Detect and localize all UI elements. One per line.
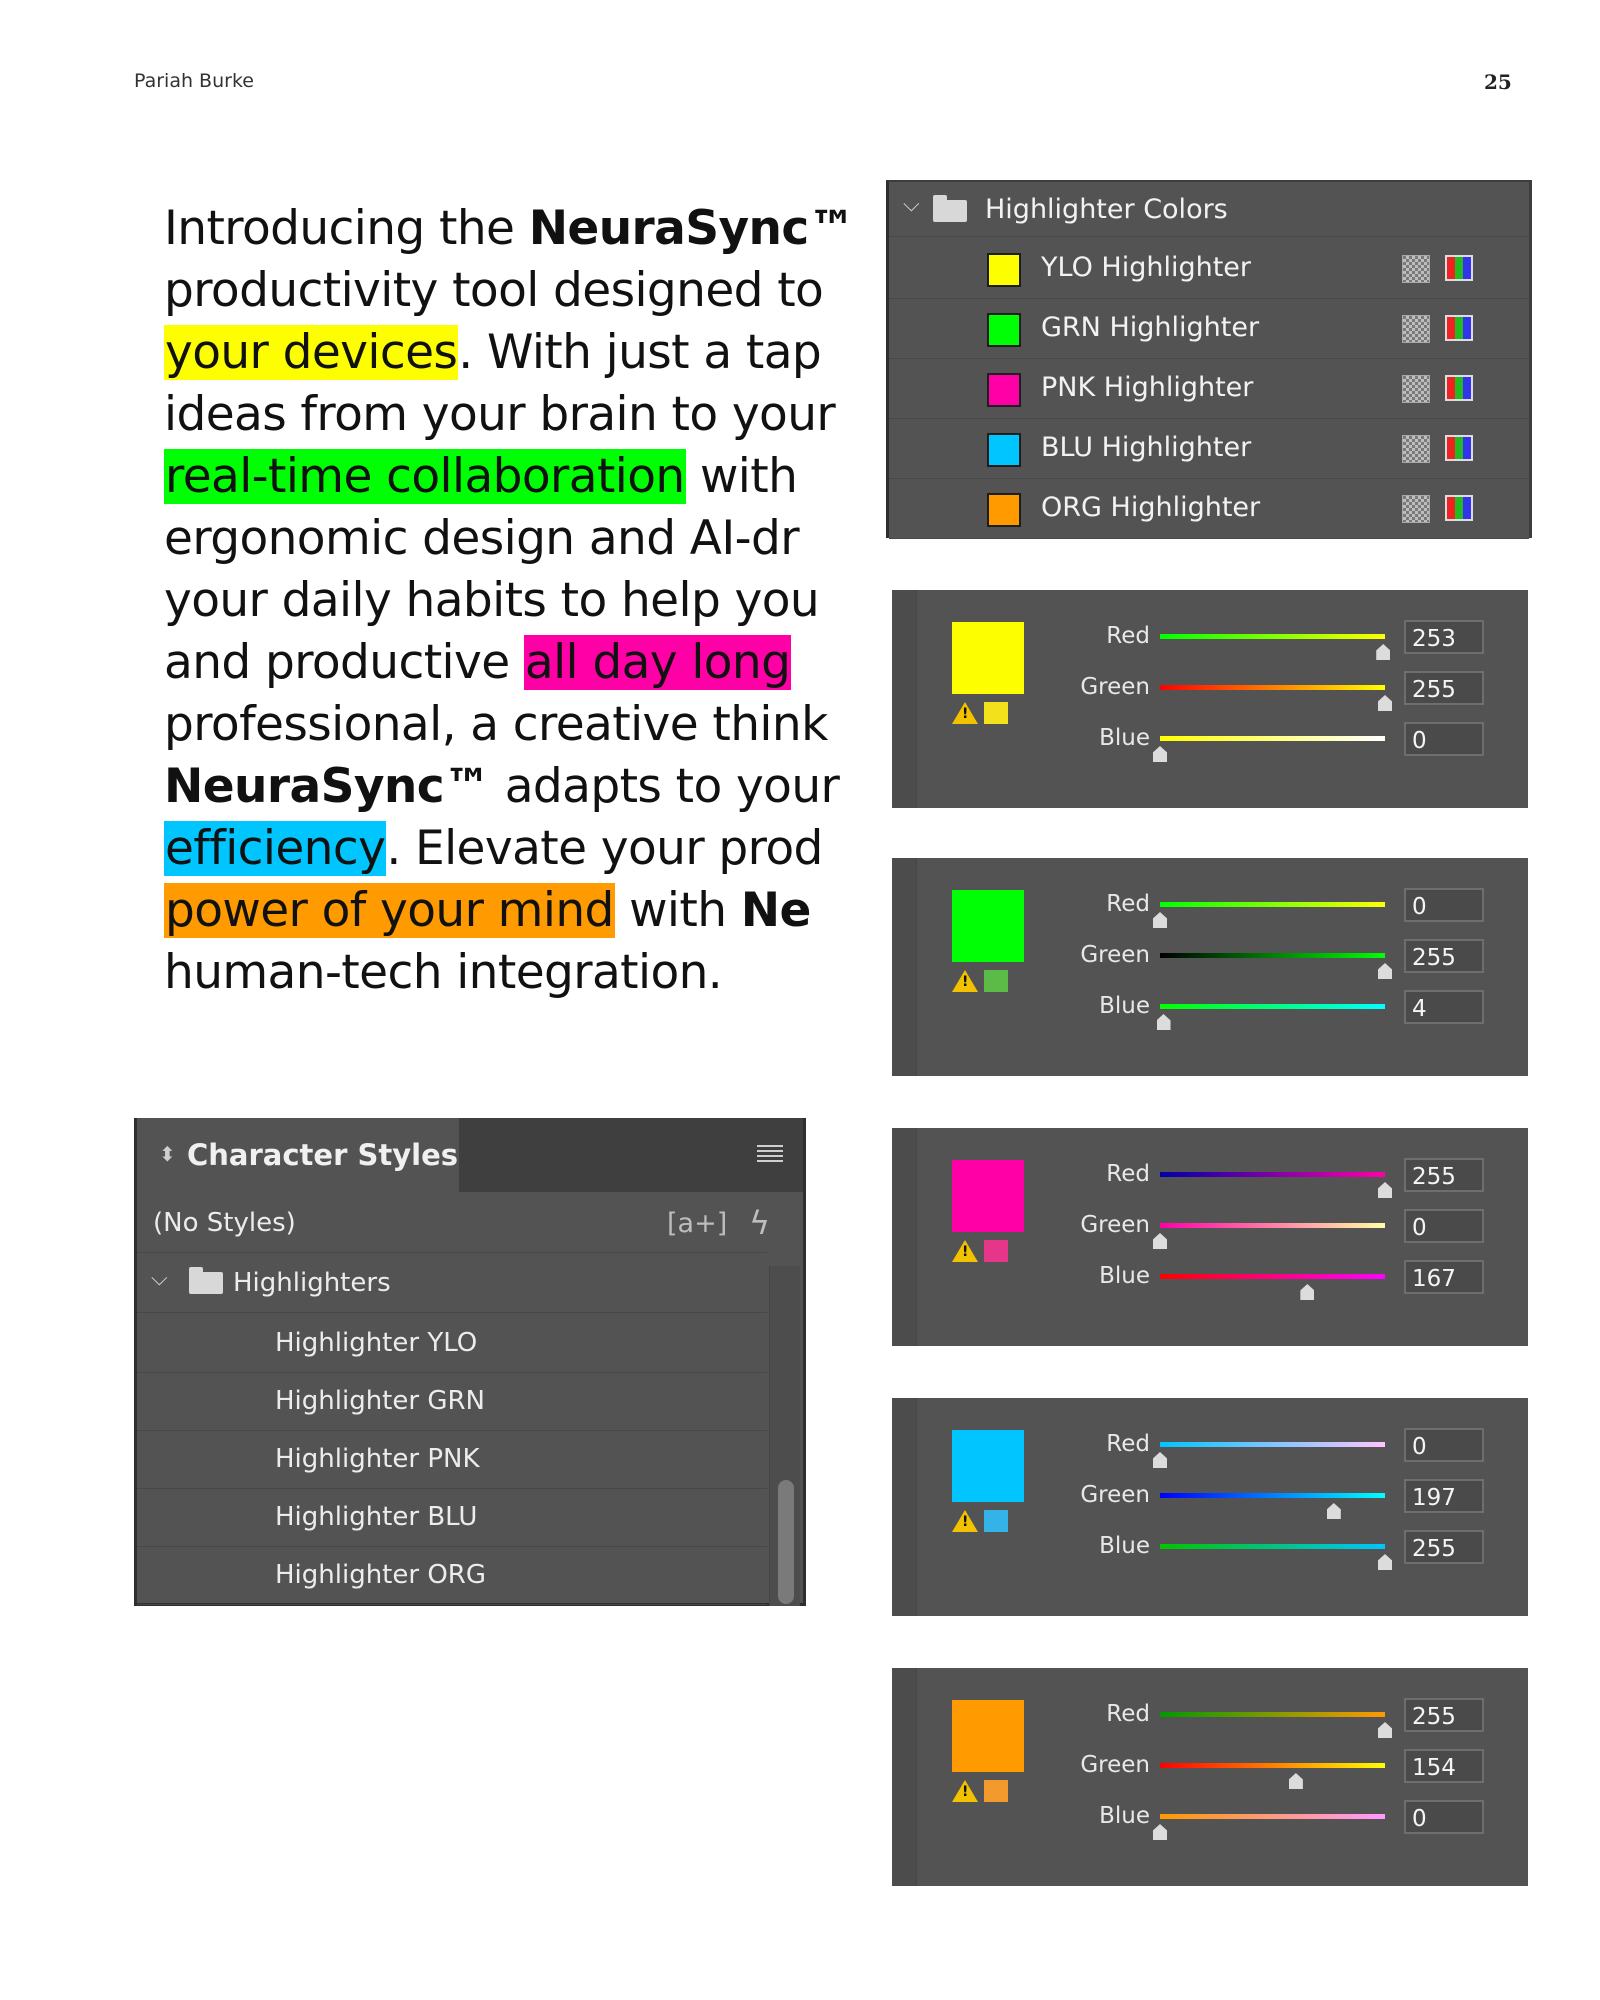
rgb-mode-icon [1445,315,1473,341]
current-color-swatch [952,1160,1024,1232]
process-color-icon [1402,315,1430,343]
highlighted-text: efficiency [165,821,386,876]
panel-tab-bar [137,1118,803,1192]
collapse-arrows-icon[interactable]: ⬍ [159,1142,176,1166]
slider-thumb-red[interactable] [1153,912,1167,928]
new-style-icon[interactable]: [a+] [667,1208,728,1239]
slider-thumb-green[interactable] [1327,1503,1341,1519]
slider-thumb-blue[interactable] [1153,746,1167,762]
text-run: . Elevate your prod [386,821,823,876]
text-line [164,446,808,508]
text-line [164,880,811,942]
channel-label-red: Red [1106,1161,1150,1187]
out-of-gamut-warning-icon[interactable]: ! [952,702,978,724]
style-group-row[interactable] [137,1254,767,1313]
channel-label-red: Red [1106,1431,1150,1457]
color-mixer-panel [892,1668,1528,1886]
channel-slider-green[interactable] [1160,685,1385,690]
out-of-gamut-warning-icon[interactable]: ! [952,970,978,992]
text-line [164,818,823,880]
swatch-row[interactable] [889,418,1529,479]
channel-label-blue: Blue [1099,725,1150,751]
panel-menu-icon[interactable] [757,1145,783,1163]
bold-text: NeuraSync™ [528,201,856,256]
channel-value-red[interactable]: 255 [1404,1158,1484,1192]
slider-thumb-red[interactable] [1153,1452,1167,1468]
slider-thumb-green[interactable] [1378,963,1392,979]
slider-thumb-blue[interactable] [1378,1554,1392,1570]
gamut-correction-swatch[interactable] [984,1780,1008,1802]
folder-icon [933,200,967,222]
swatch-label: ORG Highlighter [1041,492,1261,523]
text-run: your daily habits to help you [164,573,820,628]
channel-label-red: Red [1106,891,1150,917]
text-line [164,384,836,446]
channel-label-green: Green [1080,1752,1150,1778]
body-text-excerpt [164,198,856,1018]
channel-label-green: Green [1080,1212,1150,1238]
swatch-label: BLU Highlighter [1041,432,1252,463]
bold-text: NeuraSync™ [164,759,491,814]
channel-value-green[interactable]: 255 [1404,671,1484,705]
text-run: with [685,449,798,504]
swatch-chip [987,253,1021,287]
gamut-correction-swatch[interactable] [984,702,1008,724]
style-list-item[interactable] [137,1546,767,1605]
slider-thumb-blue[interactable] [1300,1284,1314,1300]
swatch-chip [987,493,1021,527]
channel-value-blue[interactable]: 255 [1404,1530,1484,1564]
rgb-mode-icon [1445,495,1473,521]
color-mixer-panel [892,858,1528,1076]
running-header-author: Pariah Burke [134,70,254,92]
process-color-icon [1402,495,1430,523]
swatch-label: GRN Highlighter [1041,312,1260,343]
channel-label-red: Red [1106,1701,1150,1727]
swatch-chip [987,313,1021,347]
slider-thumb-red[interactable] [1376,644,1390,660]
process-color-icon [1402,255,1430,283]
channel-slider-green[interactable] [1160,953,1385,958]
channel-value-blue[interactable]: 0 [1404,1800,1484,1834]
style-list-item[interactable] [137,1314,767,1373]
text-run: ergonomic design and AI-dr [164,511,799,566]
character-styles-panel [134,1118,806,1606]
current-color-swatch [952,890,1024,962]
highlighted-text: all day long [524,635,791,690]
current-color-swatch [952,1430,1024,1502]
slider-thumb-blue[interactable] [1157,1014,1171,1030]
style-label: Highlighter ORG [275,1560,487,1590]
text-run: human-tech integration. [164,945,723,1000]
swatch-row[interactable] [889,298,1529,359]
channel-value-blue[interactable]: 167 [1404,1260,1484,1294]
text-run: . With just a tap [458,325,822,380]
panel-edge [892,590,917,808]
panel-edge [892,1668,917,1886]
color-mixer-panel [892,1128,1528,1346]
channel-slider-red[interactable] [1160,1712,1385,1717]
channel-label-blue: Blue [1099,993,1150,1019]
channel-slider-green[interactable] [1160,1763,1385,1768]
no-styles-row[interactable] [137,1194,771,1253]
folder-icon [189,1272,223,1294]
swatch-row[interactable] [889,358,1529,419]
channel-value-red[interactable]: 0 [1404,1428,1484,1462]
chevron-down-icon[interactable]: ⌵ [903,192,920,217]
text-run: productivity tool designed to [164,263,824,318]
text-line [164,756,840,818]
quick-apply-icon[interactable]: ϟ [749,1204,771,1242]
swatch-chip [987,373,1021,407]
process-color-icon [1402,435,1430,463]
channel-value-green[interactable]: 197 [1404,1479,1484,1513]
style-label: Highlighter GRN [275,1386,485,1416]
slider-thumb-green[interactable] [1378,695,1392,711]
channel-label-green: Green [1080,674,1150,700]
channel-value-red[interactable]: 255 [1404,1698,1484,1732]
scrollbar[interactable] [769,1266,800,1606]
channel-label-blue: Blue [1099,1263,1150,1289]
chevron-down-icon[interactable]: ⌵ [151,1266,168,1291]
gamut-correction-swatch[interactable] [984,1240,1008,1262]
swatch-chip [987,433,1021,467]
style-list-item[interactable] [137,1488,767,1547]
channel-label-green: Green [1080,942,1150,968]
tab-character-styles[interactable] [137,1118,459,1192]
channel-slider-red[interactable] [1160,902,1385,907]
channel-label-red: Red [1106,623,1150,649]
channel-value-green[interactable]: 0 [1404,1209,1484,1243]
text-run: Introducing the [164,201,529,256]
page-number: 25 [1484,70,1512,94]
panel-title: Character Styles [187,1138,459,1172]
channel-slider-green[interactable] [1160,1493,1385,1498]
bold-text: Ne [740,883,811,938]
text-run: and productive [164,635,524,690]
rgb-mode-icon [1445,375,1473,401]
panel-edge [892,1398,917,1616]
channel-slider-blue[interactable] [1160,1004,1385,1009]
style-list-item[interactable] [137,1372,767,1431]
swatch-row[interactable] [889,238,1529,299]
current-color-swatch [952,622,1024,694]
text-line [164,942,808,1004]
out-of-gamut-warning-icon[interactable]: ! [952,1240,978,1262]
slider-thumb-green[interactable] [1289,1773,1303,1789]
channel-value-blue[interactable]: 4 [1404,990,1484,1024]
channel-slider-blue[interactable] [1160,736,1385,741]
swatch-label: PNK Highlighter [1041,372,1254,403]
color-mixer-panel [892,590,1528,808]
panel-edge [892,858,917,1076]
process-color-icon [1402,375,1430,403]
channel-slider-blue[interactable] [1160,1544,1385,1549]
swatch-row[interactable] [889,478,1529,539]
text-line [164,570,820,632]
gamut-correction-swatch[interactable] [984,1510,1008,1532]
channel-slider-red[interactable] [1160,1172,1385,1177]
slider-thumb-red[interactable] [1378,1182,1392,1198]
style-group-label: Highlighters [233,1268,391,1298]
style-label: Highlighter BLU [275,1502,478,1532]
text-line [164,198,856,260]
text-run: adapts to your [490,759,840,814]
highlighted-text: power of your mind [165,883,614,938]
channel-value-red[interactable]: 253 [1404,620,1484,654]
channel-label-blue: Blue [1099,1803,1150,1829]
panel-edge [892,1128,917,1346]
channel-label-green: Green [1080,1482,1150,1508]
style-list-item[interactable] [137,1430,767,1489]
no-styles-label: (No Styles) [153,1208,296,1238]
text-line [164,694,828,756]
channel-label-blue: Blue [1099,1533,1150,1559]
style-label: Highlighter YLO [275,1328,478,1358]
channel-slider-red[interactable] [1160,1442,1385,1447]
text-line [164,322,822,384]
text-run: professional, a creative think [164,697,828,752]
swatch-label: YLO Highlighter [1041,252,1252,283]
channel-slider-blue[interactable] [1160,1814,1385,1819]
text-run: ideas from your brain to your [164,387,836,442]
channel-slider-red[interactable] [1160,634,1385,639]
swatch-group-label: Highlighter Colors [985,194,1228,225]
channel-slider-blue[interactable] [1160,1274,1385,1279]
scrollbar-thumb[interactable] [778,1480,794,1604]
rgb-mode-icon [1445,435,1473,461]
channel-value-green[interactable]: 255 [1404,939,1484,973]
style-label: Highlighter PNK [275,1444,480,1474]
slider-thumb-blue[interactable] [1153,1824,1167,1840]
highlighted-text: your devices [165,325,458,380]
channel-value-blue[interactable]: 0 [1404,722,1484,756]
slider-thumb-green[interactable] [1153,1233,1167,1249]
text-run: with [614,883,741,938]
swatches-panel [886,180,1532,538]
highlighted-text: real-time collaboration [165,449,685,504]
swatch-group-row[interactable] [889,182,1529,237]
slider-thumb-red[interactable] [1378,1722,1392,1738]
out-of-gamut-warning-icon[interactable]: ! [952,1510,978,1532]
out-of-gamut-warning-icon[interactable]: ! [952,1780,978,1802]
gamut-correction-swatch[interactable] [984,970,1008,992]
channel-value-red[interactable]: 0 [1404,888,1484,922]
text-line [164,260,824,322]
channel-value-green[interactable]: 154 [1404,1749,1484,1783]
channel-slider-green[interactable] [1160,1223,1385,1228]
color-mixer-panel [892,1398,1528,1616]
text-line [164,508,808,570]
current-color-swatch [952,1700,1024,1772]
text-line [164,632,808,694]
rgb-mode-icon [1445,255,1473,281]
